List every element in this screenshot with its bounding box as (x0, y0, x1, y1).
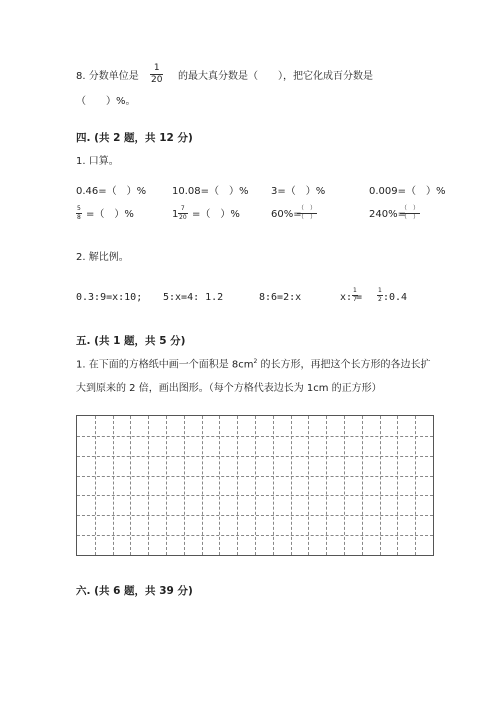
sec5-line1-unit: m (243, 359, 254, 371)
grid-vertical-line (202, 416, 203, 555)
calc-6-whole: 1 (172, 209, 179, 220)
calc-2: 10.08=（ ）% (172, 186, 249, 197)
fraction-numerator: 7 (180, 205, 185, 212)
fraction-denominator: （ ） (298, 214, 317, 221)
grid-vertical-line (237, 416, 238, 555)
calc-7-fraction (297, 206, 317, 221)
calc-6-tail: =（ ）% (192, 209, 240, 220)
q2-title: 2. 解比例。 (76, 252, 129, 263)
grid-vertical-line (308, 416, 309, 555)
ratio-4-tail: :0.4 (383, 292, 408, 303)
fraction-numerator: 1 (378, 287, 382, 294)
calc-5-fraction (76, 206, 82, 221)
grid-vertical-line (291, 416, 292, 555)
calc-6-fraction (178, 206, 188, 221)
grid-vertical-line (415, 416, 416, 555)
grid-horizontal-line (77, 436, 433, 437)
q8-line2: （ ）%。 (76, 96, 136, 107)
grid-vertical-line (326, 416, 327, 555)
calc-1: 0.46=（ ）% (76, 186, 147, 197)
grid-vertical-line (148, 416, 149, 555)
grid-vertical-line (397, 416, 398, 555)
grid-horizontal-line (77, 456, 433, 457)
ratio-4-head: x: (340, 292, 353, 303)
ratio-4-fraction-2 (377, 288, 383, 303)
grid-horizontal-line (77, 515, 433, 516)
ratio-2: 5:x=4: 1.2 (163, 292, 224, 303)
sec5-line1-c: 的长方形，再把这个长方形的各边长扩 (257, 359, 431, 371)
section-4-heading: 四. (共 2 题，共 12 分) (76, 132, 193, 144)
fraction-numerator: （ ） (401, 205, 420, 212)
q1-title: 1. 口算。 (76, 156, 119, 167)
section-5-heading: 五. (共 1 题，共 5 分) (76, 335, 186, 347)
grid-vertical-line (219, 416, 220, 555)
grid-paper[interactable] (76, 415, 434, 556)
fraction-denominator: 2 (378, 296, 382, 303)
fraction-denominator: 20 (151, 75, 163, 85)
calc-8-fraction (400, 206, 420, 221)
calc-4: 0.009=（ ）% (369, 186, 446, 197)
fraction-denominator: 20 (179, 214, 187, 221)
grid-horizontal-line (77, 476, 433, 477)
q8-line1-suffix: 的最大真分数是（ ），把它化成百分数是 (178, 71, 373, 82)
grid-vertical-line (113, 416, 114, 555)
ratio-1: 0.3:9=x:10; (76, 292, 143, 303)
sec5-line1-a: 1. 在下面的方格纸中画一个面积是 8c (76, 359, 244, 371)
grid-horizontal-line (77, 495, 433, 496)
calc-8-head: 240%= (369, 209, 406, 220)
q8-line1-prefix: 8. 分数单位是 (76, 71, 139, 82)
calc-7-head: 60%= (271, 209, 302, 220)
grid-vertical-line (273, 416, 274, 555)
grid-horizontal-line (77, 535, 433, 536)
fraction-numerator: 1 (353, 287, 357, 294)
section-6-heading: 六. (共 6 题，共 39 分) (76, 585, 193, 597)
fraction-denominator: 7 (353, 296, 357, 303)
fraction-numerator: 1 (153, 63, 160, 73)
grid-vertical-line (380, 416, 381, 555)
fraction-numerator: （ ） (298, 205, 317, 212)
grid-vertical-line (184, 416, 185, 555)
grid-vertical-line (255, 416, 256, 555)
sec5-line1-sup: 2 (253, 358, 258, 365)
fraction-denominator: （ ） (401, 214, 420, 221)
q8-fraction (150, 64, 163, 85)
fraction-numerator: 5 (77, 205, 81, 212)
grid-vertical-line (95, 416, 96, 555)
sec5-line1 (76, 359, 431, 370)
ratio-3: 8:6=2:x (259, 292, 302, 303)
calc-3: 3=（ ）% (271, 186, 326, 197)
grid-vertical-line (130, 416, 131, 555)
grid-vertical-line (362, 416, 363, 555)
sec5-line2: 大到原来的 2 倍，画出图形。（每个方格代表边长为 1cm 的正方形） (76, 383, 382, 394)
ratio-4-mid: = (356, 292, 363, 303)
grid-vertical-line (344, 416, 345, 555)
grid-vertical-line (166, 416, 167, 555)
calc-5-tail: =（ ）% (86, 209, 134, 220)
fraction-denominator: 8 (77, 214, 81, 221)
